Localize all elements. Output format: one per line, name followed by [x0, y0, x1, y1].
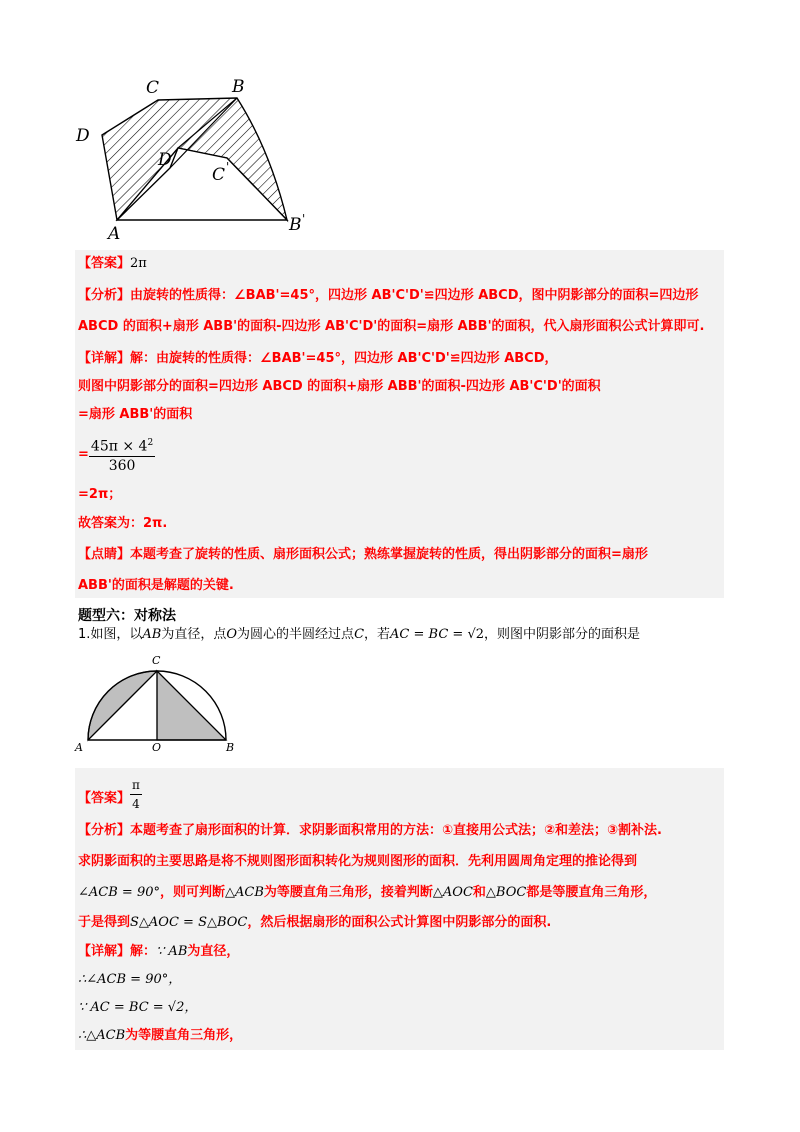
analysis-text: 本题考查了扇形面积的计算．求阴影面积常用的方法：①直接用公式法；②和差法；③割补法. — [130, 823, 662, 838]
analysis2-line-2: 求阴影面积的主要思路是将不规则图形面积转化为规则图形的面积．先利用圆周角定理的推论得到 — [78, 854, 638, 869]
detail-line-5: =2π； — [78, 487, 122, 502]
q-part: ，若 — [364, 627, 391, 642]
detail-tag: 【详解】 — [78, 944, 131, 959]
answer-row-1 — [78, 255, 147, 273]
detail2-line-2 — [78, 971, 181, 989]
fig2-label-O: O — [152, 741, 162, 754]
fig1-label-A: A — [108, 224, 121, 244]
comment-line-1 — [78, 546, 648, 564]
fraction-exponent: 2 — [147, 438, 154, 448]
text-part: 于是得到 — [78, 915, 131, 930]
analysis-tag: 【分析】 — [78, 823, 131, 838]
analysis-text: 由旋转的性质得：∠BAB'=45°，四边形 AB'C'D'≌四边形 ABCD，图中阴影部分的面积=四边形 — [130, 288, 699, 303]
q-C: C — [354, 627, 365, 642]
q-part: ，则图中阴影部分的面积是 — [484, 627, 641, 642]
q-O: O — [226, 627, 238, 642]
fig1-label-B: B — [232, 77, 245, 97]
text-part: 为等腰直角三角形，接着判断 — [263, 885, 433, 900]
section-heading: 题型六：对称法 — [78, 608, 176, 624]
text-part: 和 — [472, 885, 486, 900]
text-part: 解： — [130, 944, 157, 959]
fig1-label-B-prime: B — [289, 215, 302, 235]
q-part: 为直径，点 — [161, 627, 227, 642]
semicircle-figure — [80, 660, 235, 745]
comment-line-2: ABB'的面积是解题的关键. — [78, 578, 234, 593]
analysis-line-2: ABCD 的面积+扇形 ABB'的面积-四边形 AB'C'D'的面积=扇形 ABB'的面积，代入扇形面积公式计算即可. — [78, 319, 705, 334]
detail-line-6: 故答案为：2π. — [78, 516, 168, 531]
fig2-label-B: B — [226, 741, 235, 754]
fig2-label-A: A — [75, 741, 83, 754]
text-part: 为等腰直角三角形， — [125, 1028, 243, 1043]
analysis-tag: 【分析】 — [78, 288, 131, 303]
equals-sign: = — [78, 446, 89, 462]
answer-numerator: π — [130, 776, 142, 795]
fig1-label-C: C — [146, 78, 160, 98]
fraction-denominator: 360 — [108, 457, 136, 474]
detail2-line-4 — [78, 1027, 242, 1045]
text-part: 都是等腰直角三角形， — [526, 885, 657, 900]
q-part: 1.如图，以 — [78, 627, 143, 642]
area-equation: S△AOC = S△BOC — [130, 915, 248, 930]
answer-tag: 【答案】 — [78, 256, 131, 271]
q-sqrt: √2 — [467, 627, 484, 642]
analysis2-line-3 — [78, 884, 656, 902]
formula-fraction — [89, 434, 155, 475]
answer-tag: 【答案】 — [78, 791, 131, 806]
q-part: 为圆心的半圆经过点 — [237, 627, 355, 642]
because-AB: ∵ AB — [156, 944, 188, 959]
text-part: 为直径， — [187, 944, 240, 959]
fig2-label-C: C — [152, 654, 161, 667]
fig1-label-D-prime: D — [158, 150, 172, 170]
detail-line-2: 则图中阴影部分的面积=四边形 ABCD 的面积+扇形 ABB'的面积-四边形 AB'C'D'的面积 — [78, 379, 601, 394]
q-AB: AB — [142, 627, 162, 642]
answer-row-2 — [78, 776, 142, 813]
therefore-ACB: ∴△ACB — [78, 1028, 126, 1043]
analysis2-line-1 — [78, 822, 662, 840]
detail2-line-3 — [78, 999, 197, 1017]
detail-formula — [78, 434, 155, 475]
tri-BOC: △BOC — [485, 885, 527, 900]
angle-ACB-90: ∴∠ACB = 90°， — [78, 972, 182, 987]
fraction-numerator: 45π × 4 — [90, 438, 148, 455]
angle-ACB: ∠ACB = 90° — [78, 885, 160, 900]
detail-tag: 【详解】 — [78, 351, 131, 366]
detail-line-3: =扇形 ABB'的面积 — [78, 407, 193, 422]
analysis2-line-4 — [78, 914, 551, 932]
answer-fraction — [130, 776, 142, 813]
answer-denominator: 4 — [132, 797, 140, 811]
fig1-label-C-prime: C — [212, 165, 226, 185]
answer-value: 2π — [130, 256, 147, 271]
analysis-line-1 — [78, 287, 698, 305]
detail-text: 解：由旋转的性质得：∠BAB'=45°，四边形 AB'C'D'≌四边形 ABCD， — [130, 351, 558, 366]
AC-equals-BC: ∵ AC = BC = √2， — [78, 1000, 198, 1015]
tri-ACB: △ACB — [225, 885, 264, 900]
fig1-label-D: D — [76, 126, 90, 146]
text-part: ，然后根据扇形的面积公式计算图中阴影部分的面积. — [247, 915, 552, 930]
comment-text: 本题考查了旋转的性质、扇形面积公式；熟练掌握旋转的性质，得出阴影部分的面积=扇形 — [130, 547, 648, 562]
text-part: ，则可判断 — [159, 885, 225, 900]
detail-line-1 — [78, 350, 558, 368]
detail2-line-1 — [78, 943, 239, 961]
comment-tag: 【点睛】 — [78, 547, 131, 562]
fig1-prime-mark: ' — [226, 160, 230, 174]
tri-AOC: △AOC — [432, 885, 473, 900]
q-equation: AC = BC = — [390, 627, 464, 642]
question-text — [78, 626, 640, 644]
rotation-figure — [70, 70, 320, 245]
fig1-prime-mark-b: ' — [302, 212, 306, 226]
